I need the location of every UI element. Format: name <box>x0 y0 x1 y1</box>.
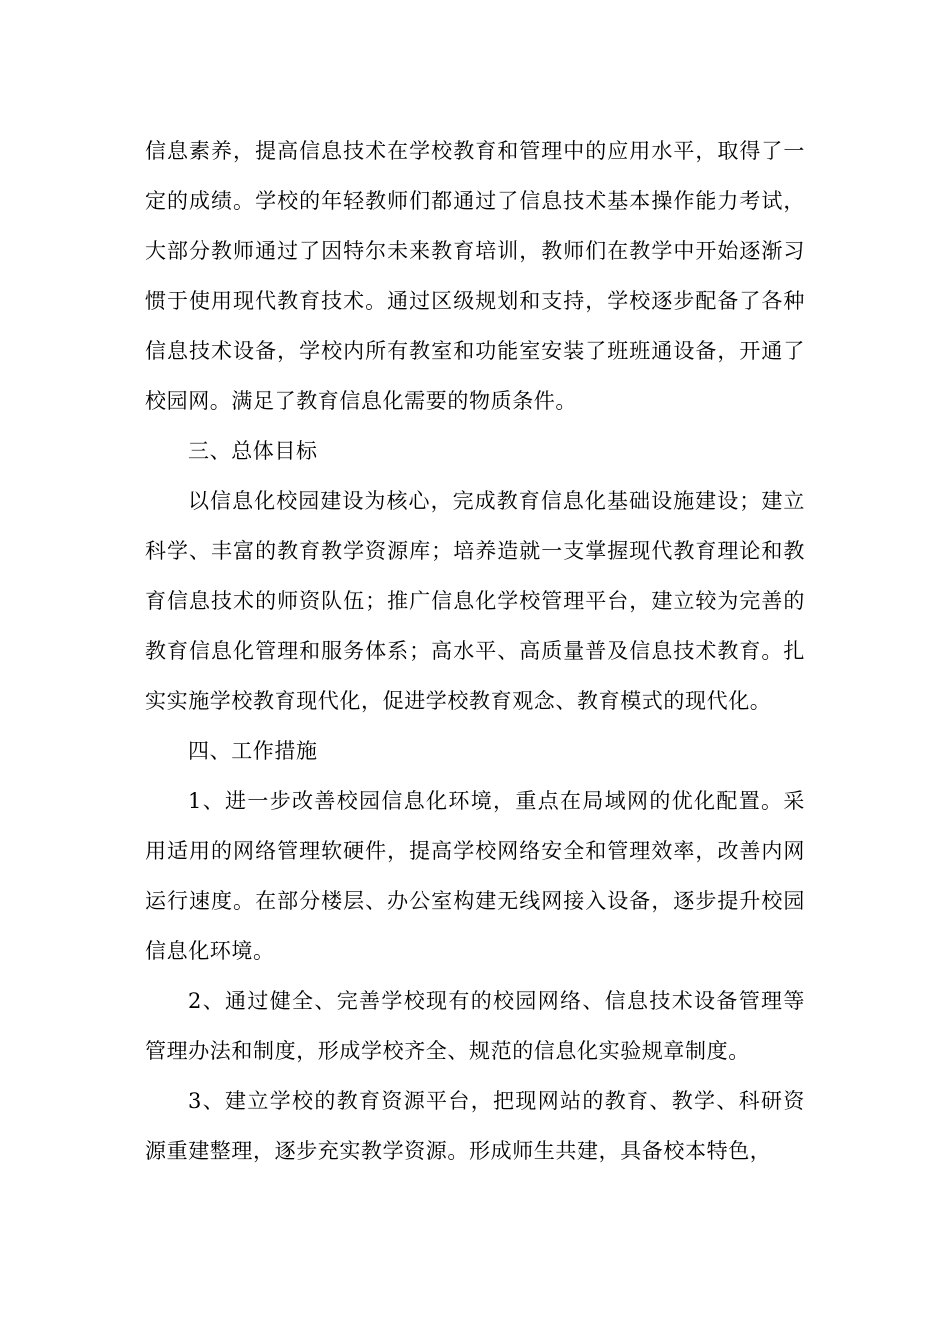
paragraph-measure-2: 2、通过健全、完善学校现有的校园网络、信息技术设备管理等管理办法和制度，形成学校齐全、规范的信息化实验规章制度。 <box>145 989 805 1063</box>
paragraph-measure-3: 3、建立学校的教育资源平台，把现网站的教育、教学、科研资源重建整理，逐步充实教学资源。形成师生共建，具备校本特色， <box>145 1089 805 1163</box>
paragraph-overall-goal: 以信息化校园建设为核心，完成教育信息化基础设施建设；建立科学、丰富的教育教学资源库；培养造就一支掌握现代教育理论和教育信息技术的师资队伍；推广信息化学校管理平台，建立较为完善的教育信息化管理和服务体系；高水平、高质量普及信息技术教育。扎实实施学校教育现代化，促进学校教育观念、教育模式的现代化。 <box>145 489 805 713</box>
document-page <box>145 126 805 1176</box>
paragraph-measure-1: 1、进一步改善校园信息化环境，重点在局域网的优化配置。采用适用的网络管理软硬件，提高学校网络安全和管理效率，改善内网运行速度。在部分楼层、办公室构建无线网接入设备，逐步提升校园信息化环境。 <box>145 789 805 963</box>
paragraph-info-literacy: 信息素养，提高信息技术在学校教育和管理中的应用水平，取得了一定的成绩。学校的年轻教师们都通过了信息技术基本操作能力考试，大部分教师通过了因特尔未来教育培训，教师们在教学中开始逐渐习惯于使用现代教育技术。通过区级规划和支持，学校逐步配备了各种信息技术设备，学校内所有教室和功能室安装了班班通设备，开通了校园网。满足了教育信息化需要的物质条件。 <box>145 139 805 413</box>
section-heading-work-measures: 四、工作措施 <box>188 739 318 763</box>
section-heading-overall-goal: 三、总体目标 <box>188 439 318 463</box>
